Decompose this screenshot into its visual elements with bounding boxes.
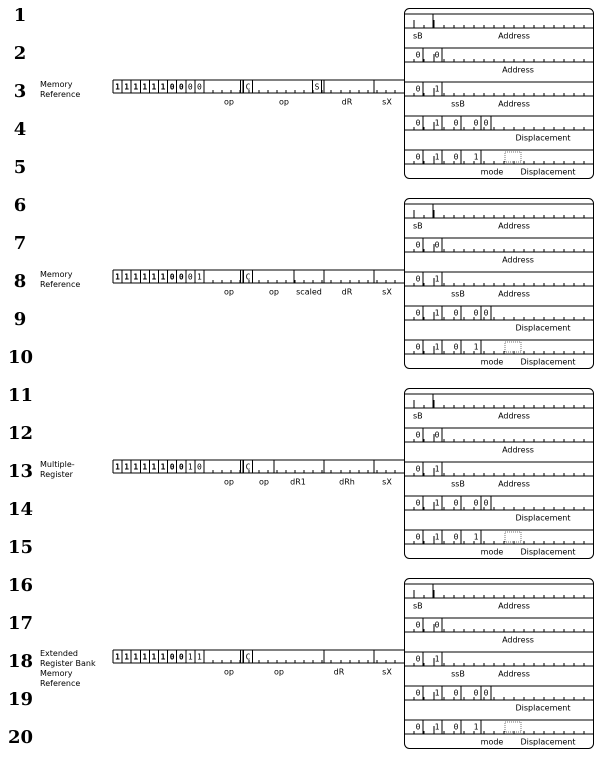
bit-value: 1	[115, 652, 120, 662]
field-label: dR	[333, 667, 345, 677]
row-number: 19	[8, 689, 34, 710]
address-bit: 0	[434, 50, 440, 60]
address-bit: 0	[473, 118, 479, 128]
row-number: 20	[8, 727, 34, 748]
field-label: op	[224, 97, 234, 107]
address-format-row	[404, 530, 594, 557]
address-bit: 0	[483, 498, 489, 508]
field-label: op	[259, 477, 269, 487]
address-bit: 1	[473, 532, 479, 542]
address-field-label: mode	[480, 737, 504, 747]
instruction-word	[113, 650, 404, 663]
bit-value: 1	[115, 82, 120, 92]
address-format-row	[404, 48, 594, 75]
field-label: dRh	[339, 477, 355, 487]
address-bit: 1	[473, 152, 479, 162]
bit-value: 0	[178, 82, 184, 92]
row-number: 2	[13, 43, 27, 64]
bit-value: 1	[197, 652, 202, 662]
address-bit: 1	[473, 342, 479, 352]
address-bit: 0	[415, 464, 421, 474]
address-bit: 0	[415, 430, 421, 440]
bit-value: 1	[124, 652, 130, 662]
bit-value: 1	[151, 462, 157, 472]
address-field-label: Displacement	[520, 737, 576, 747]
address-format-row	[404, 340, 594, 367]
field-label: scaled	[296, 287, 322, 297]
bit-value: C	[245, 652, 251, 662]
row-number: 16	[8, 575, 34, 596]
bit-value: C	[245, 272, 251, 282]
field-label: op	[224, 477, 234, 487]
address-bit: 0	[473, 308, 479, 318]
address-field-label: Address	[498, 289, 530, 299]
address-bit: 0	[415, 118, 421, 128]
bit-value: 1	[160, 462, 166, 472]
address-format-row	[404, 14, 594, 41]
row-number: 6	[13, 195, 27, 216]
field-label: sX	[382, 477, 392, 487]
address-bit: 1	[434, 654, 440, 664]
field-label: dR	[341, 97, 353, 107]
instruction-group	[113, 199, 594, 369]
row-number: 15	[8, 537, 34, 558]
bit-value: 1	[124, 272, 130, 282]
address-bit: 0	[415, 722, 421, 732]
address-format-row	[404, 652, 594, 679]
address-field-label: Displacement	[515, 323, 571, 333]
address-bit: 0	[415, 688, 421, 698]
bit-value: 1	[133, 82, 139, 92]
field-label: op	[224, 667, 234, 677]
address-bit: 0	[453, 308, 459, 318]
bit-value: 0	[197, 82, 202, 92]
address-bit: 0	[453, 118, 459, 128]
address-bit: 1	[434, 532, 440, 542]
bit-value: 1	[124, 462, 130, 472]
address-field-label: Displacement	[515, 513, 571, 523]
address-field-label: mode	[480, 167, 504, 177]
row-number: 18	[8, 651, 34, 672]
field-label: op	[279, 97, 289, 107]
address-field-label: Address	[502, 255, 534, 265]
bit-value: 1	[187, 462, 193, 472]
address-field-label: Address	[498, 479, 530, 489]
bit-value: 1	[160, 652, 166, 662]
bit-value: 0	[187, 82, 193, 92]
address-bit: 0	[415, 654, 421, 664]
address-field-label: Address	[502, 65, 534, 75]
address-field-label: ssB	[451, 289, 465, 299]
address-format-row	[404, 116, 594, 143]
row-number: 10	[8, 347, 34, 368]
bit-value: 1	[142, 652, 148, 662]
field-label: sX	[382, 97, 392, 107]
bit-value: 0	[178, 462, 184, 472]
row-number: 4	[13, 119, 27, 140]
row-number: 5	[13, 157, 27, 178]
address-format-row	[404, 686, 594, 713]
address-bit: 0	[415, 84, 421, 94]
row-number: 17	[8, 613, 34, 634]
address-format-row	[404, 496, 594, 523]
address-field-label: sB	[413, 31, 423, 41]
address-bit: 0	[453, 342, 459, 352]
bit-value: 0	[187, 272, 193, 282]
address-bit: 1	[434, 688, 440, 698]
bit-value: 1	[124, 82, 130, 92]
mode-field-shading	[505, 532, 521, 542]
bit-value: 0	[169, 652, 175, 662]
address-format-box	[404, 9, 594, 179]
address-bit: 0	[453, 152, 459, 162]
bit-value: 1	[151, 272, 157, 282]
address-field-label: Address	[498, 221, 530, 231]
address-format-box	[404, 199, 594, 369]
instruction-group	[113, 579, 594, 749]
address-field-label: mode	[480, 357, 504, 367]
address-bit: 1	[434, 84, 440, 94]
field-label: sX	[382, 667, 392, 677]
address-format-box	[404, 579, 594, 749]
address-format-box	[404, 389, 594, 559]
address-field-label: Displacement	[515, 133, 571, 143]
row-number: 1	[13, 5, 27, 26]
address-bit: 0	[453, 532, 459, 542]
bit-value: 0	[169, 272, 175, 282]
row-number: 13	[8, 461, 34, 482]
address-bit: 0	[415, 532, 421, 542]
address-field-label: sB	[413, 411, 423, 421]
row-number: 9	[13, 309, 27, 330]
mode-field-shading	[505, 342, 521, 352]
address-field-label: sB	[413, 221, 423, 231]
bit-value: 1	[133, 652, 139, 662]
address-bit: 0	[415, 342, 421, 352]
address-bit: 0	[415, 50, 421, 60]
address-field-label: Address	[498, 31, 530, 41]
field-label: dR1	[290, 477, 306, 487]
address-bit: 0	[453, 722, 459, 732]
bit-value: 0	[178, 652, 184, 662]
bit-value: 0	[178, 272, 184, 282]
address-bit: 1	[434, 464, 440, 474]
field-label: op	[274, 667, 284, 677]
address-field-label: Address	[498, 411, 530, 421]
bit-value: C	[245, 82, 251, 92]
row-number: 8	[13, 271, 27, 292]
bit-value: 0	[169, 462, 175, 472]
address-bit: 0	[415, 620, 421, 630]
address-bit: 0	[453, 688, 459, 698]
bit-value: 1	[115, 462, 120, 472]
address-bit: 0	[483, 688, 489, 698]
field-label: dR	[341, 287, 353, 297]
format-description: Multiple- Register	[40, 460, 75, 479]
address-bit: 1	[434, 722, 440, 732]
address-field-label: Address	[498, 99, 530, 109]
bit-value: 1	[187, 652, 193, 662]
mode-field-shading	[505, 152, 521, 162]
address-bit: 1	[434, 118, 440, 128]
bit-value: C	[245, 462, 251, 472]
address-format-row	[404, 82, 594, 109]
bit-value: 1	[160, 272, 166, 282]
address-format-row	[404, 462, 594, 489]
address-bit: 0	[415, 240, 421, 250]
address-bit: 0	[415, 152, 421, 162]
bit-value: 1	[151, 82, 157, 92]
address-bit: 0	[453, 498, 459, 508]
address-bit: 1	[473, 722, 479, 732]
format-description: Extended Register Bank Memory Reference	[40, 649, 96, 688]
row-number: 3	[13, 81, 27, 102]
instruction-word	[113, 460, 404, 473]
address-bit: 1	[434, 342, 440, 352]
address-bit: 1	[434, 152, 440, 162]
bit-value: 1	[133, 272, 139, 282]
address-format-row	[404, 394, 594, 421]
bit-value: 1	[142, 272, 148, 282]
address-format-row	[404, 204, 594, 231]
bit-value: 1	[115, 272, 120, 282]
row-number: 14	[8, 499, 34, 520]
address-bit: 1	[434, 498, 440, 508]
mode-field-shading	[505, 722, 521, 732]
address-field-label: Displacement	[515, 703, 571, 713]
address-format-row	[404, 428, 594, 455]
format-description: Memory Reference	[40, 80, 81, 99]
bit-value: 1	[151, 652, 157, 662]
address-field-label: Address	[498, 601, 530, 611]
address-field-label: Displacement	[520, 547, 576, 557]
address-format-row	[404, 238, 594, 265]
bit-value: 1	[142, 82, 148, 92]
address-field-label: Address	[502, 445, 534, 455]
instruction-word	[113, 270, 404, 283]
address-format-row	[404, 720, 594, 747]
address-bit: 0	[483, 308, 489, 318]
address-field-label: Displacement	[520, 357, 576, 367]
bit-value: 0	[197, 462, 202, 472]
bit-value: 1	[133, 462, 139, 472]
address-bit: 0	[415, 274, 421, 284]
address-bit: 1	[434, 308, 440, 318]
field-label: op	[224, 287, 234, 297]
row-number: 12	[8, 423, 34, 444]
address-field-label: Displacement	[520, 167, 576, 177]
address-field-label: sB	[413, 601, 423, 611]
instruction-word	[113, 80, 404, 93]
address-format-row	[404, 618, 594, 645]
address-bit: 0	[415, 498, 421, 508]
address-field-label: ssB	[451, 99, 465, 109]
row-number: 7	[13, 233, 27, 254]
field-label: op	[269, 287, 279, 297]
row-number: 11	[8, 385, 34, 406]
address-format-row	[404, 272, 594, 299]
address-format-row	[404, 584, 594, 611]
address-field-label: mode	[480, 547, 504, 557]
address-field-label: Address	[498, 669, 530, 679]
bit-value: 1	[160, 82, 166, 92]
format-description: Memory Reference	[40, 270, 81, 289]
address-field-label: ssB	[451, 479, 465, 489]
address-format-row	[404, 150, 594, 177]
instruction-group	[113, 9, 594, 179]
address-bit: 0	[473, 688, 479, 698]
bit-value: 0	[169, 82, 175, 92]
address-bit: 0	[434, 430, 440, 440]
address-format-row	[404, 306, 594, 333]
field-label: sX	[382, 287, 392, 297]
address-bit: 0	[434, 620, 440, 630]
bit-value: 1	[197, 272, 202, 282]
address-field-label: ssB	[451, 669, 465, 679]
address-field-label: Address	[502, 635, 534, 645]
instruction-group	[113, 389, 594, 559]
bit-value: S	[314, 82, 320, 92]
address-bit: 1	[434, 274, 440, 284]
address-bit: 0	[473, 498, 479, 508]
bit-value: 1	[142, 462, 148, 472]
address-bit: 0	[483, 118, 489, 128]
address-bit: 0	[415, 308, 421, 318]
address-bit: 0	[434, 240, 440, 250]
